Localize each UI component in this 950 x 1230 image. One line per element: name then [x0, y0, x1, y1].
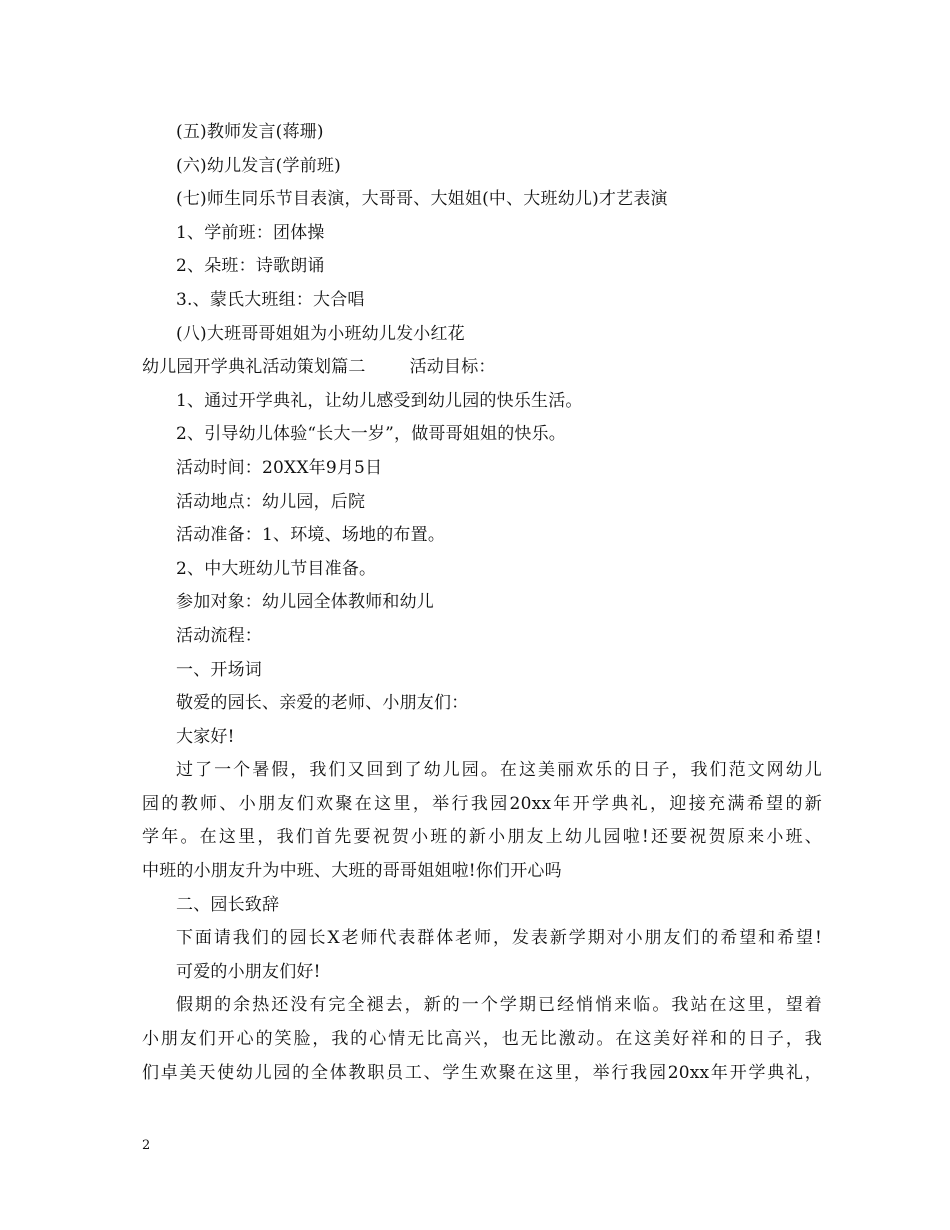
text-line: 2、中大班幼儿节目准备。	[176, 558, 377, 579]
paragraph-line: 小朋友们开心的笑脸，我的心情无比高兴，也无比激动。在这美好祥和的日子，我	[142, 1029, 822, 1050]
text-line: 一、开场词	[176, 659, 262, 680]
text-line: 3.、蒙氏大班组：大合唱	[176, 289, 365, 310]
text-line: 2、引导幼儿体验“长大一岁”，做哥哥姐姐的快乐。	[176, 424, 566, 445]
text-line: 1、学前班：团体操	[176, 222, 325, 243]
text-line: 参加对象：幼儿园全体教师和幼儿	[176, 592, 434, 613]
document-body	[142, 116, 822, 1090]
text-line: 1、通过开学典礼，让幼儿感受到幼儿园的快乐生活。	[176, 390, 583, 411]
text-line: 活动地点：幼儿园，后院	[176, 491, 366, 512]
text-line: 敬爱的园长、亲爱的老师、小朋友们：	[176, 693, 469, 714]
paragraph-line: 假期的余热还没有完全褪去，新的一个学期已经悄悄来临。我站在这里，望着	[176, 995, 822, 1016]
text-line: 二、园长致辞	[176, 894, 280, 915]
paragraph-line: 中班的小朋友升为中班、大班的哥哥姐姐啦!你们开心吗	[142, 861, 562, 882]
section-heading-line	[142, 351, 822, 385]
text-line: 活动流程：	[176, 625, 262, 646]
text-line: 可爱的小朋友们好!	[176, 961, 321, 982]
page-number: 2	[142, 1138, 151, 1153]
text-line: (五)教师发言(蒋珊)	[176, 122, 324, 142]
text-line: 2、朵班：诗歌朗诵	[176, 256, 325, 277]
text-line: 活动时间：20XX年9月5日	[176, 457, 383, 478]
text-line: 活动准备：1、环境、场地的布置。	[176, 525, 446, 546]
paragraph-line: 过了一个暑假，我们又回到了幼儿园。在这美丽欢乐的日子，我们范文网幼儿	[176, 760, 822, 781]
text-line: (六)幼儿发言(学前班)	[176, 155, 341, 176]
paragraph-line: 学年。在这里，我们首先要祝贺小班的新小朋友上幼儿园啦!还要祝贺原来小班、	[142, 827, 822, 848]
section-title: 幼儿园开学典礼活动策划篇二	[142, 357, 366, 378]
text-line: (八)大班哥哥姐姐为小班幼儿发小红花	[176, 323, 465, 344]
text-line: 大家好!	[176, 726, 235, 747]
paragraph-line: 园的教师、小朋友们欢聚在这里，举行我园20xx年开学典礼，迎接充满希望的新	[142, 793, 822, 814]
text-fragment: 活动目标：	[409, 357, 496, 378]
paragraph-line: 们卓美天使幼儿园的全体教职员工、学生欢聚在这里，举行我园20xx年开学典礼，	[142, 1062, 822, 1083]
text-line: (七)师生同乐节目表演，大哥哥、大姐姐(中、大班幼儿)才艺表演	[176, 189, 668, 210]
paragraph-line: 下面请我们的园长X老师代表群体老师，发表新学期对小朋友们的希望和希望!	[176, 928, 822, 949]
